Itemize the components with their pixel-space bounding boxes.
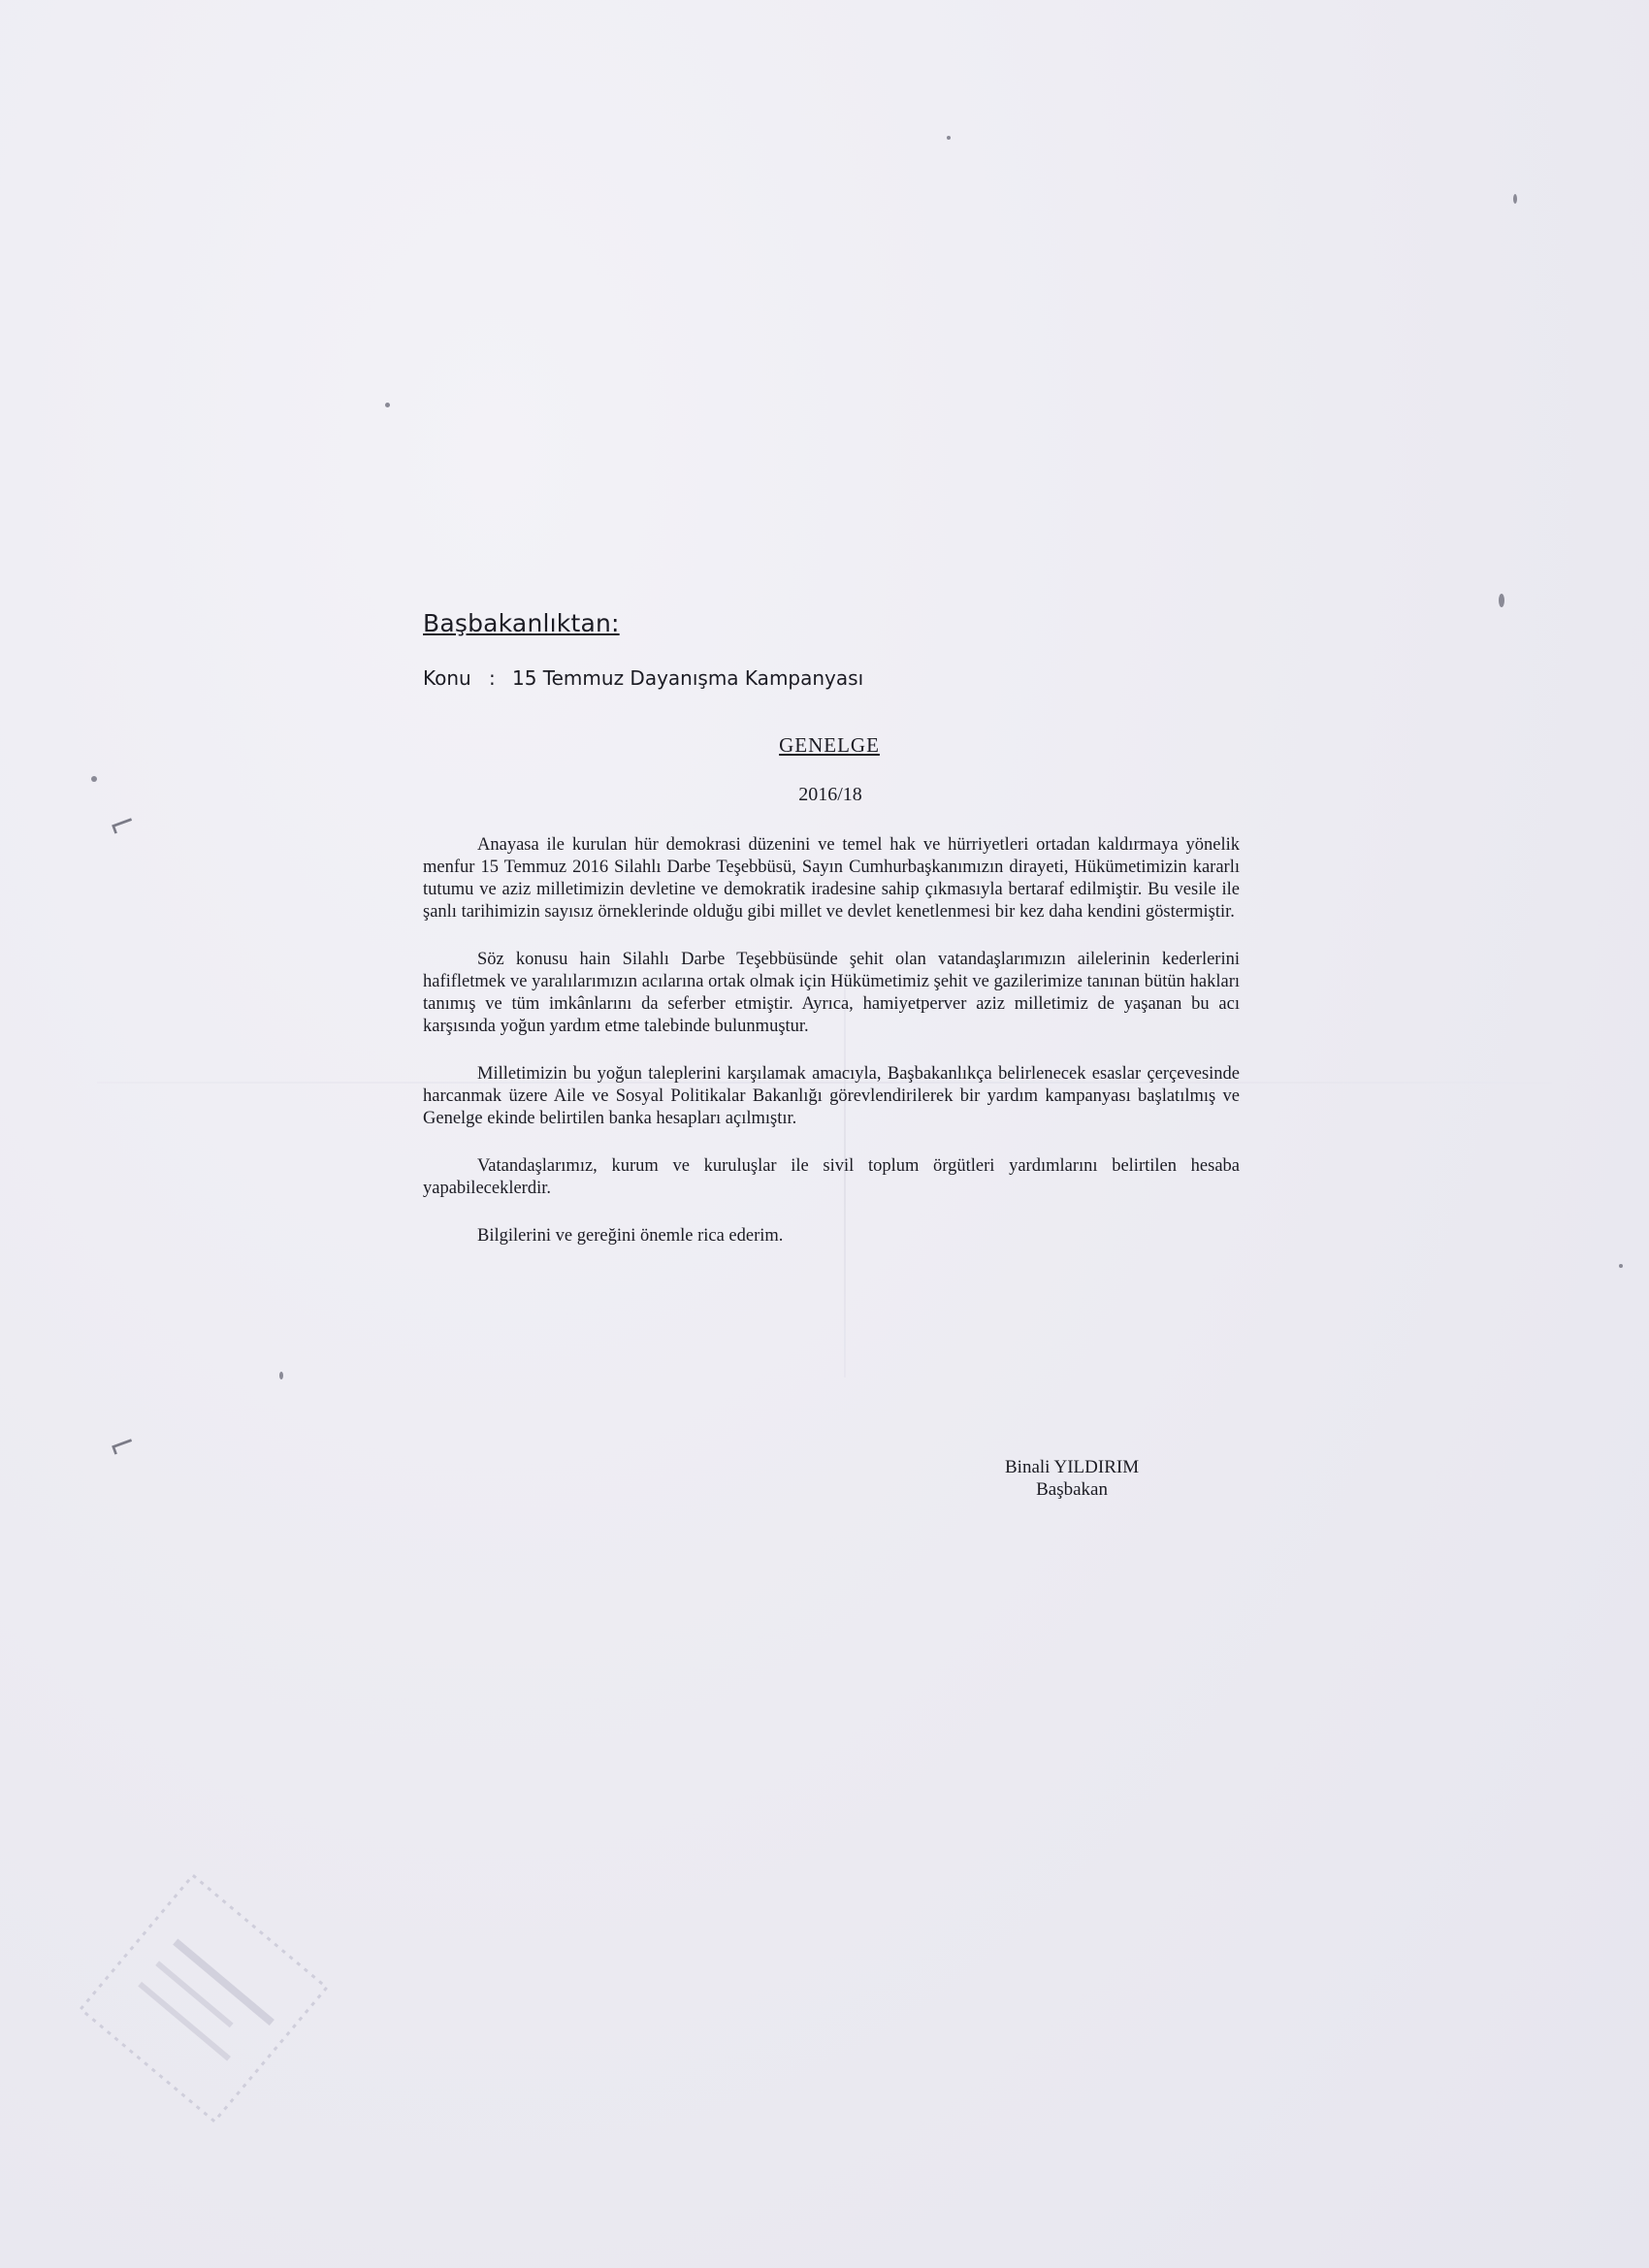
circular-body: [423, 834, 1240, 1273]
body-paragraph: Anayasa ile kurulan hür demokrasi düzenini ve temel hak ve hürriyetleri ortadan kaldırmaya yönelik menfur 15 Temmuz 2016 Silahlı Darbe Teşebbüsü, Sayın Cumhurbaşkanımızın dirayeti, Hükümetimizin kararlı tutumu ve aziz milletimizin devletine ve demokratik iradesine sahip çıkmasıyla bertaraf edilmiştir. Bu vesile ile şanlı tarihimizin sayısız örneklerinde olduğu gibi millet ve devlet kenetlenmesi bir kez daha kendini göstermiştir.: [423, 835, 1240, 922]
pen-mark: ⌐: [103, 801, 143, 848]
scan-speck: [385, 403, 390, 407]
scan-speck: [947, 136, 951, 140]
body-paragraph: Söz konusu hain Silahlı Darbe Teşebbüsünde şehit olan vatandaşlarımızın ailelerinin kederlerini hafifletmek ve yaralılarımızın acılarına ortak olmak için Hükümetimiz şehit ve gazilerimize tanınan bütün hakları tanımış ve tüm imkânlarını da seferber etmiştir. Ayrıca, hamiyetperver aziz milletimiz de yaşanan bu acı karşısında yoğun yardım etme talebinde bulunmuştur.: [423, 950, 1240, 1036]
signature-block: [1005, 1456, 1139, 1501]
issuer-heading: Başbakanlıktan:: [423, 609, 620, 637]
subject-value: 15 Temmuz Dayanışma Kampanyası: [512, 666, 864, 690]
scan-speck: [1499, 594, 1504, 607]
pen-mark: ⌐: [103, 1422, 143, 1469]
circular-title: GENELGE: [779, 733, 880, 757]
scan-speck: [1619, 1264, 1623, 1268]
scan-speck: [279, 1372, 283, 1379]
signatory-name: Binali YILDIRIM: [1005, 1457, 1140, 1477]
subject-colon: :: [489, 666, 496, 690]
body-paragraph: Milletimizin bu yoğun taleplerini karşılamak amacıyla, Başbakanlıkça belirlenecek esaslar çerçevesinde harcanmak üzere Aile ve Sosyal Politikalar Bakanlığı görevlendirilerek bir yardım kampanyası başlatılmış ve Genelge ekinde belirtilen banka hesapları açılmıştır.: [423, 1064, 1240, 1128]
scan-speck: [1513, 194, 1517, 204]
subject-line: [423, 666, 863, 690]
body-paragraph: Vatandaşlarımız, kurum ve kuruluşlar ile sivil toplum örgütleri yardımlarını belirtilen hesaba yapabileceklerdir.: [423, 1156, 1240, 1198]
subject-label: Konu: [423, 666, 471, 690]
faded-stamp-mark: [67, 1862, 340, 2135]
scan-speck: [91, 776, 97, 782]
body-paragraph: Bilgilerini ve gereğini önemle rica ederim.: [477, 1226, 784, 1246]
signatory-title: Başbakan: [1036, 1479, 1108, 1500]
circular-number: 2016/18: [798, 784, 862, 805]
